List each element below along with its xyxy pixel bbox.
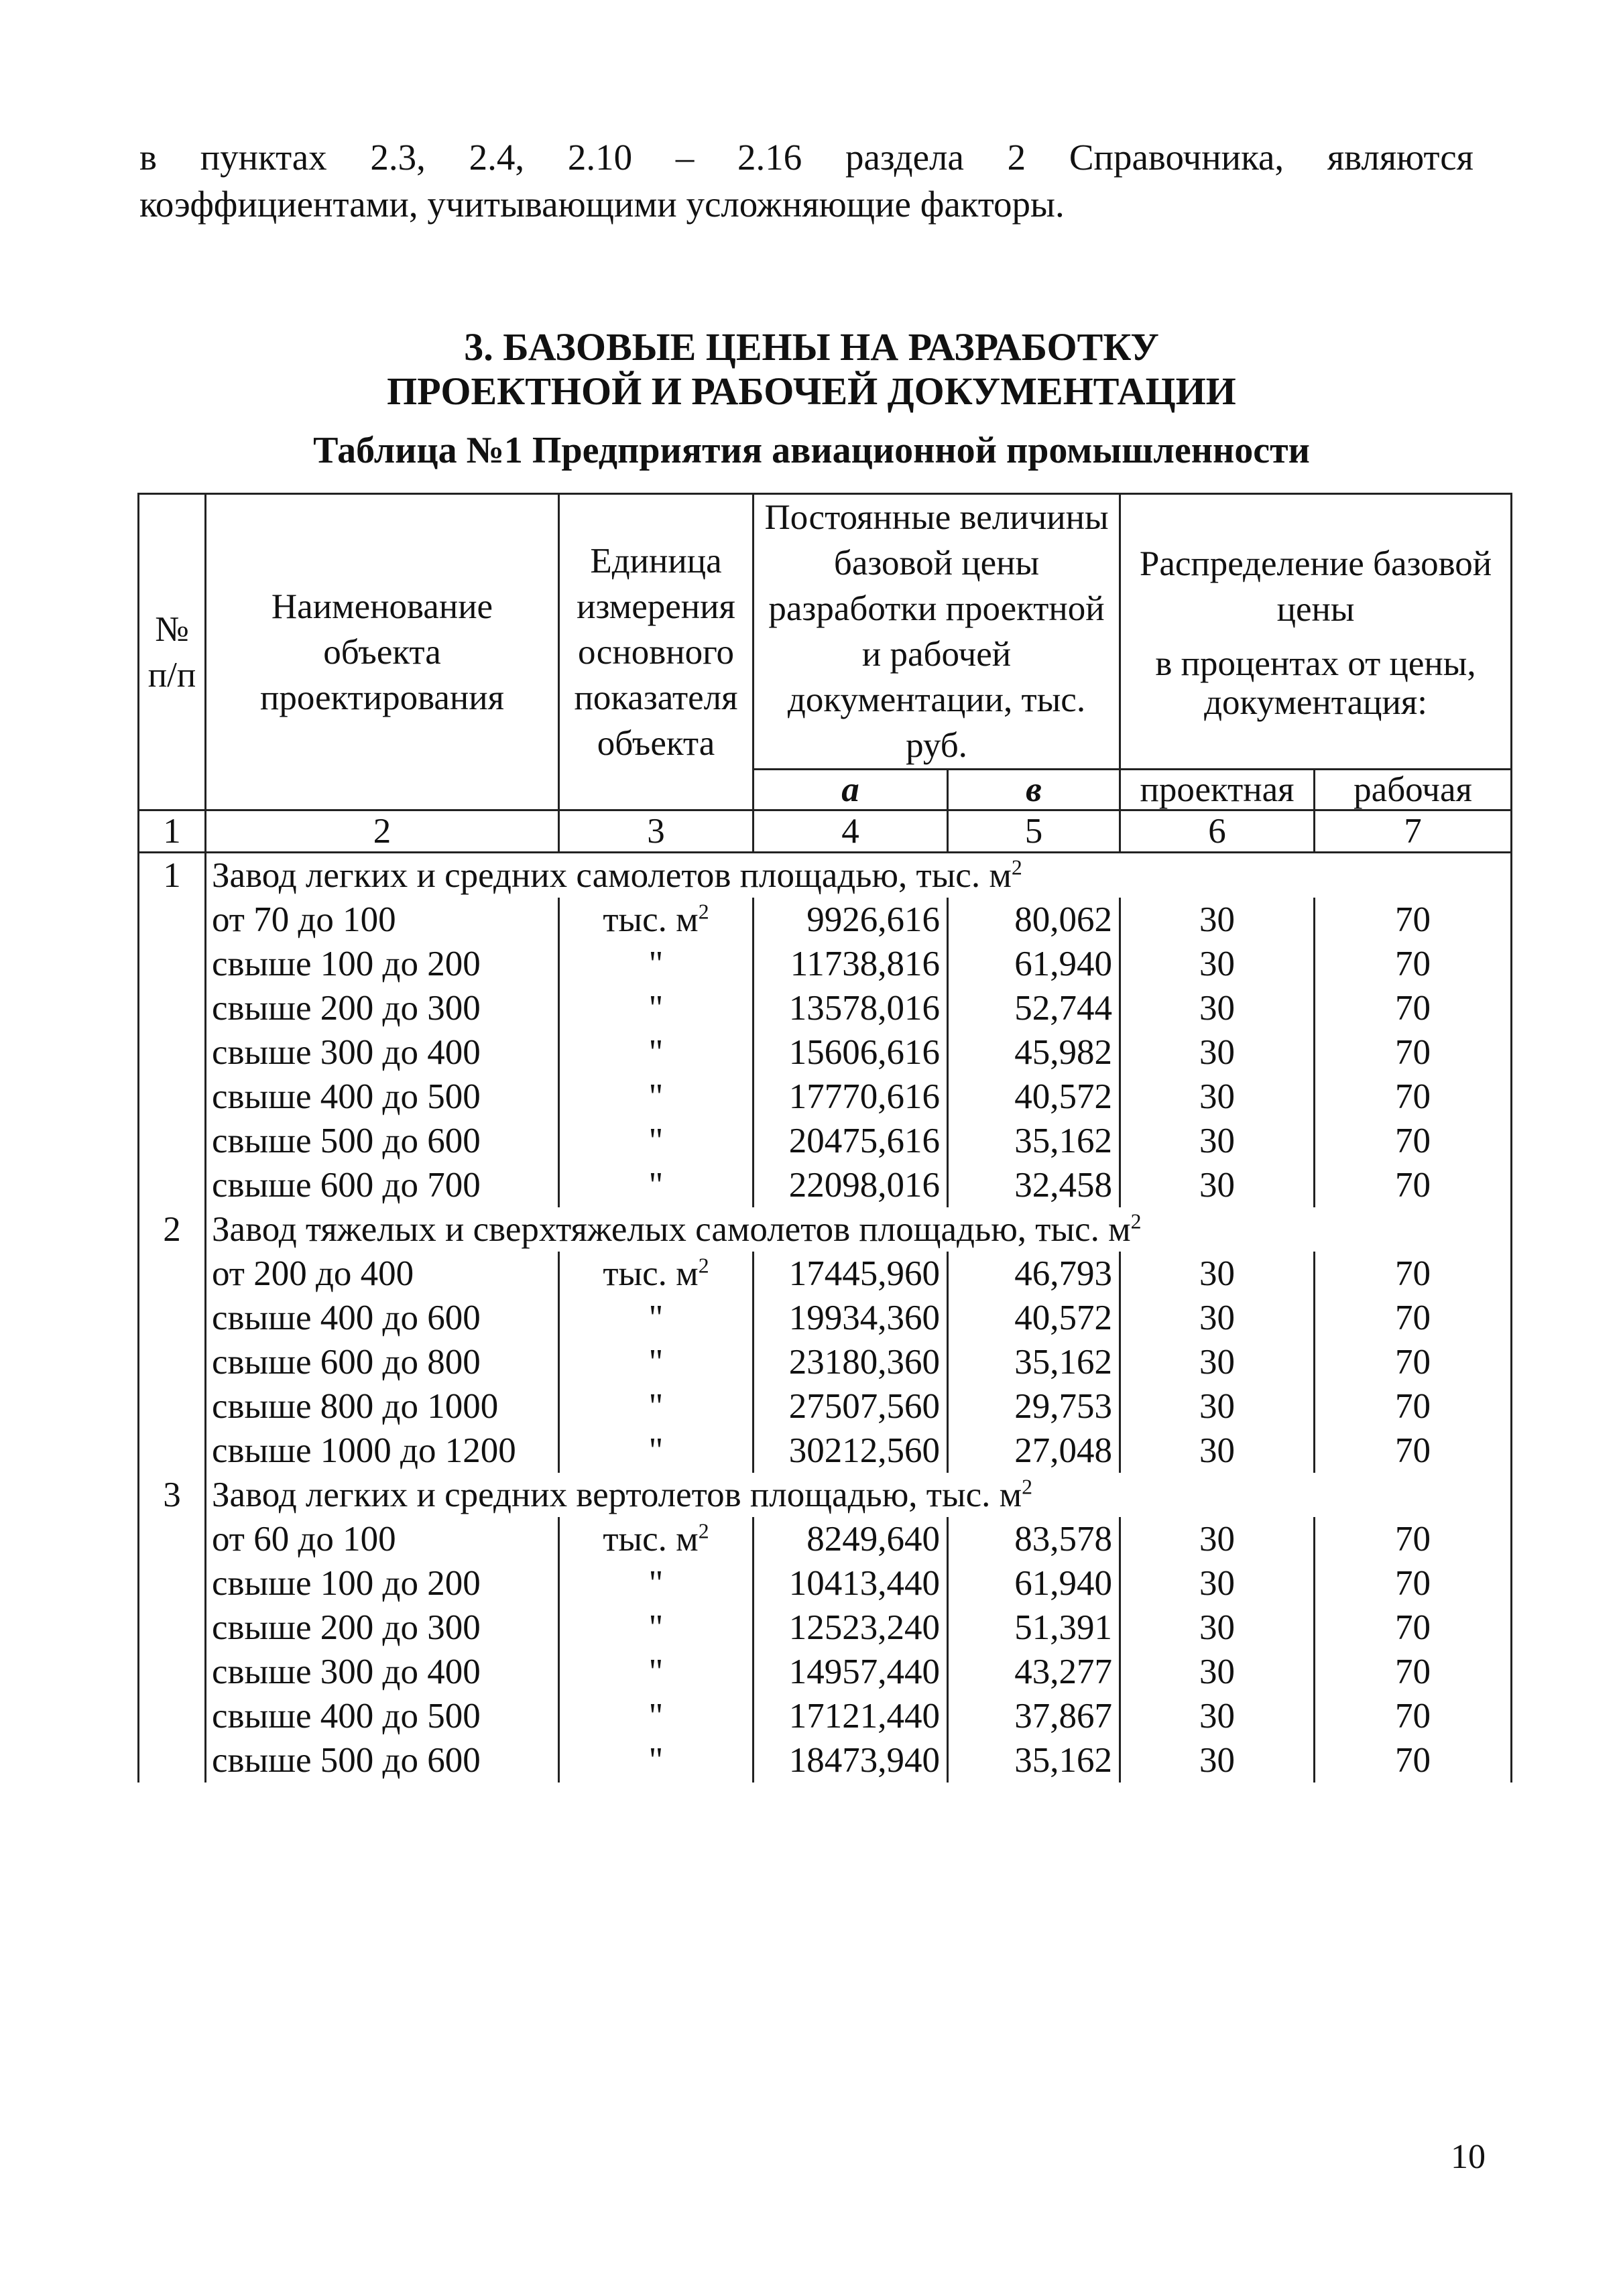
group-title-text: Завод легких и средних вертолетов площадью, тыс. м xyxy=(212,1475,1022,1514)
cell-value-b: 52,744 xyxy=(948,986,1120,1030)
cell-working-percent: 70 xyxy=(1315,1650,1512,1694)
cell-project-percent: 30 xyxy=(1120,942,1315,986)
cell-working-percent: 70 xyxy=(1315,1738,1512,1783)
intro-word: в xyxy=(139,137,157,178)
cell-value-a: 22098,016 xyxy=(754,1163,948,1207)
cell-working-percent: 70 xyxy=(1315,1340,1512,1384)
column-number: 5 xyxy=(948,810,1120,853)
cell-unit-text: тыс. м xyxy=(603,900,699,939)
cell-unit xyxy=(559,1694,754,1738)
table-caption: Таблица №1 Предприятия авиационной промышленности xyxy=(313,430,1310,471)
superscript-2: 2 xyxy=(698,1254,709,1278)
cell-unit xyxy=(559,1030,754,1075)
column-number: 4 xyxy=(754,810,948,853)
cell-value-a: 30212,560 xyxy=(754,1429,948,1473)
cell-unit-text: тыс. м xyxy=(603,1254,699,1293)
cell-object-name: свыше 200 до 300 xyxy=(206,1606,559,1650)
table-row xyxy=(139,1296,1512,1340)
intro-word: 2.3, xyxy=(370,137,426,178)
group-blank-cell xyxy=(1315,853,1512,898)
group-blank-cell xyxy=(1315,1473,1512,1517)
cell-object-name: свыше 1000 до 1200 xyxy=(206,1429,559,1473)
column-number: 3 xyxy=(559,810,754,853)
column-number: 6 xyxy=(1120,810,1315,853)
cell-value-a: 19934,360 xyxy=(754,1296,948,1340)
header-distribution-line-1: Распределение базовой цены xyxy=(1139,544,1492,629)
table-row xyxy=(139,1738,1512,1783)
cell-value-b: 45,982 xyxy=(948,1030,1120,1075)
cell-unit-text: " xyxy=(648,1298,664,1337)
intro-word: пунктах xyxy=(200,137,327,178)
header-name: Наименование объекта проектирования xyxy=(206,494,559,810)
table-row xyxy=(139,1075,1512,1119)
cell-object-name: свыше 400 до 500 xyxy=(206,1075,559,1119)
group-blank-cell xyxy=(1315,1207,1512,1252)
cell-unit-text: тыс. м xyxy=(603,1520,699,1559)
cell-object-name: от 70 до 100 xyxy=(206,898,559,942)
cell-value-b: 61,940 xyxy=(948,1561,1120,1606)
cell-unit xyxy=(559,1517,754,1561)
table-row xyxy=(139,1517,1512,1561)
group-title xyxy=(206,1207,1315,1252)
superscript-2: 2 xyxy=(1022,1475,1033,1499)
cell-value-b: 61,940 xyxy=(948,942,1120,986)
group-row xyxy=(139,1473,1512,1517)
header-distribution-line-2: в процентах от цены, документация: xyxy=(1155,644,1476,722)
cell-project-percent: 30 xyxy=(1120,1075,1315,1119)
cell-object-name: свыше 500 до 600 xyxy=(206,1119,559,1163)
column-number: 7 xyxy=(1315,810,1512,853)
cell-value-a: 17121,440 xyxy=(754,1694,948,1738)
table-row xyxy=(139,898,1512,942)
table-row xyxy=(139,1252,1512,1296)
cell-working-percent: 70 xyxy=(1315,1429,1512,1473)
group-index: 3 xyxy=(139,1473,206,1783)
cell-unit xyxy=(559,1163,754,1207)
cell-value-b: 27,048 xyxy=(948,1429,1120,1473)
table-row xyxy=(139,1694,1512,1738)
intro-line-2: коэффициентами, учитывающими усложняющие факторы. xyxy=(139,184,1065,225)
cell-unit xyxy=(559,1606,754,1650)
superscript-2: 2 xyxy=(1011,855,1022,880)
cell-value-b: 83,578 xyxy=(948,1517,1120,1561)
cell-value-a: 17770,616 xyxy=(754,1075,948,1119)
cell-unit xyxy=(559,986,754,1030)
cell-unit xyxy=(559,1075,754,1119)
group-title-text: Завод тяжелых и сверхтяжелых самолетов площадью, тыс. м xyxy=(212,1210,1131,1249)
header-b: в xyxy=(948,770,1120,810)
group-row xyxy=(139,853,1512,898)
intro-paragraph xyxy=(139,134,1474,228)
cell-working-percent: 70 xyxy=(1315,986,1512,1030)
cell-unit xyxy=(559,1252,754,1296)
intro-word: 2.4, xyxy=(469,137,525,178)
superscript-2: 2 xyxy=(1130,1209,1142,1233)
cell-value-a: 8249,640 xyxy=(754,1517,948,1561)
cell-value-a: 9926,616 xyxy=(754,898,948,942)
table-row xyxy=(139,1561,1512,1606)
cell-working-percent: 70 xyxy=(1315,1296,1512,1340)
cell-unit-text: " xyxy=(648,1387,664,1426)
table-row xyxy=(139,1650,1512,1694)
cell-object-name: от 60 до 100 xyxy=(206,1517,559,1561)
cell-working-percent: 70 xyxy=(1315,1561,1512,1606)
cell-value-a: 15606,616 xyxy=(754,1030,948,1075)
cell-working-percent: 70 xyxy=(1315,1030,1512,1075)
cell-unit-text: " xyxy=(648,1564,664,1603)
table-row xyxy=(139,1606,1512,1650)
cell-project-percent: 30 xyxy=(1120,1738,1315,1783)
cell-project-percent: 30 xyxy=(1120,1252,1315,1296)
cell-working-percent: 70 xyxy=(1315,1517,1512,1561)
section-title-line-1: 3. БАЗОВЫЕ ЦЕНЫ НА РАЗРАБОТКУ xyxy=(464,325,1159,369)
cell-unit xyxy=(559,1561,754,1606)
cell-working-percent: 70 xyxy=(1315,1384,1512,1429)
group-index: 1 xyxy=(139,853,206,1208)
intro-line-1 xyxy=(139,134,1474,181)
cell-object-name: свыше 500 до 600 xyxy=(206,1738,559,1783)
cell-value-b: 46,793 xyxy=(948,1252,1120,1296)
intro-word: раздела xyxy=(845,137,964,178)
cell-unit xyxy=(559,1738,754,1783)
cell-value-b: 80,062 xyxy=(948,898,1120,942)
cell-unit-text: " xyxy=(648,1652,664,1691)
cell-value-b: 35,162 xyxy=(948,1340,1120,1384)
cell-value-b: 40,572 xyxy=(948,1296,1120,1340)
cell-project-percent: 30 xyxy=(1120,1384,1315,1429)
cell-object-name: свыше 800 до 1000 xyxy=(206,1384,559,1429)
cell-unit-text: " xyxy=(648,1608,664,1647)
intro-word: являются xyxy=(1327,137,1474,178)
column-number: 2 xyxy=(206,810,559,853)
cell-value-a: 20475,616 xyxy=(754,1119,948,1163)
cell-working-percent: 70 xyxy=(1315,942,1512,986)
cell-project-percent: 30 xyxy=(1120,1030,1315,1075)
price-table xyxy=(137,493,1512,1783)
cell-value-a: 18473,940 xyxy=(754,1738,948,1783)
cell-unit xyxy=(559,1650,754,1694)
cell-value-a: 14957,440 xyxy=(754,1650,948,1694)
cell-object-name: свыше 400 до 600 xyxy=(206,1296,559,1340)
header-num: № п/п xyxy=(139,494,206,810)
cell-value-b: 51,391 xyxy=(948,1606,1120,1650)
intro-word: – xyxy=(675,137,695,178)
cell-unit-text: " xyxy=(648,989,664,1028)
header-distribution xyxy=(1120,494,1512,770)
cell-value-b: 37,867 xyxy=(948,1694,1120,1738)
cell-working-percent: 70 xyxy=(1315,1119,1512,1163)
cell-working-percent: 70 xyxy=(1315,1075,1512,1119)
cell-value-a: 13578,016 xyxy=(754,986,948,1030)
cell-project-percent: 30 xyxy=(1120,1606,1315,1650)
column-number: 1 xyxy=(139,810,206,853)
cell-unit-text: " xyxy=(648,1697,664,1736)
table-row xyxy=(139,1429,1512,1473)
cell-value-b: 35,162 xyxy=(948,1119,1120,1163)
cell-project-percent: 30 xyxy=(1120,1429,1315,1473)
cell-unit xyxy=(559,1119,754,1163)
cell-project-percent: 30 xyxy=(1120,1650,1315,1694)
cell-object-name: свыше 400 до 500 xyxy=(206,1694,559,1738)
cell-unit-text: " xyxy=(648,1077,664,1116)
group-index: 2 xyxy=(139,1207,206,1473)
cell-value-a: 12523,240 xyxy=(754,1606,948,1650)
table-row xyxy=(139,1340,1512,1384)
cell-project-percent: 30 xyxy=(1120,1517,1315,1561)
cell-unit xyxy=(559,942,754,986)
intro-word: 2.10 xyxy=(567,137,633,178)
cell-unit-text: " xyxy=(648,1741,664,1780)
cell-value-a: 27507,560 xyxy=(754,1384,948,1429)
cell-value-b: 35,162 xyxy=(948,1738,1120,1783)
section-title-line-2: ПРОЕКТНОЙ И РАБОЧЕЙ ДОКУМЕНТАЦИИ xyxy=(387,369,1236,413)
cell-object-name: свыше 300 до 400 xyxy=(206,1030,559,1075)
cell-unit-text: " xyxy=(648,1431,664,1470)
intro-word: 2.16 xyxy=(737,137,802,178)
header-working: рабочая xyxy=(1315,770,1512,810)
cell-project-percent: 30 xyxy=(1120,898,1315,942)
group-title-text: Завод легких и средних самолетов площадью, тыс. м xyxy=(212,856,1012,895)
superscript-2: 2 xyxy=(698,900,709,924)
cell-project-percent: 30 xyxy=(1120,1296,1315,1340)
cell-unit-text: " xyxy=(648,1122,664,1160)
cell-value-a: 23180,360 xyxy=(754,1340,948,1384)
cell-project-percent: 30 xyxy=(1120,1340,1315,1384)
cell-object-name: свыше 300 до 400 xyxy=(206,1650,559,1694)
cell-working-percent: 70 xyxy=(1315,1606,1512,1650)
cell-project-percent: 30 xyxy=(1120,1561,1315,1606)
cell-unit-text: " xyxy=(648,1166,664,1205)
cell-project-percent: 30 xyxy=(1120,1694,1315,1738)
cell-working-percent: 70 xyxy=(1315,898,1512,942)
cell-unit xyxy=(559,1429,754,1473)
cell-unit xyxy=(559,1296,754,1340)
header-project: проектная xyxy=(1120,770,1315,810)
cell-working-percent: 70 xyxy=(1315,1694,1512,1738)
cell-unit-text: " xyxy=(648,1033,664,1072)
group-row xyxy=(139,1207,1512,1252)
cell-value-b: 29,753 xyxy=(948,1384,1120,1429)
cell-working-percent: 70 xyxy=(1315,1252,1512,1296)
cell-unit-text: " xyxy=(648,945,664,983)
cell-project-percent: 30 xyxy=(1120,986,1315,1030)
table-row xyxy=(139,1030,1512,1075)
page-number: 10 xyxy=(1451,2138,1486,2176)
cell-unit xyxy=(559,898,754,942)
cell-value-b: 32,458 xyxy=(948,1163,1120,1207)
table-row xyxy=(139,1119,1512,1163)
header-constant-values: Постоянные величины базовой цены разработки проектной и рабочей документации, тыс. руб. xyxy=(754,494,1120,770)
group-title xyxy=(206,853,1315,898)
cell-unit-text: " xyxy=(648,1343,664,1382)
cell-object-name: от 200 до 400 xyxy=(206,1252,559,1296)
table-row xyxy=(139,1384,1512,1429)
table-body xyxy=(139,853,1512,1783)
intro-word: Справочника, xyxy=(1069,137,1284,178)
group-title xyxy=(206,1473,1315,1517)
cell-object-name: свыше 100 до 200 xyxy=(206,942,559,986)
cell-working-percent: 70 xyxy=(1315,1163,1512,1207)
cell-value-b: 43,277 xyxy=(948,1650,1120,1694)
cell-object-name: свыше 600 до 700 xyxy=(206,1163,559,1207)
intro-word: 2 xyxy=(1007,137,1026,178)
cell-value-a: 10413,440 xyxy=(754,1561,948,1606)
table-row xyxy=(139,986,1512,1030)
header-a: а xyxy=(754,770,948,810)
cell-object-name: свыше 600 до 800 xyxy=(206,1340,559,1384)
cell-project-percent: 30 xyxy=(1120,1163,1315,1207)
cell-object-name: свыше 200 до 300 xyxy=(206,986,559,1030)
header-unit: Единица измерения основного показателя объекта xyxy=(559,494,754,810)
table-row xyxy=(139,1163,1512,1207)
cell-unit xyxy=(559,1384,754,1429)
cell-value-b: 40,572 xyxy=(948,1075,1120,1119)
superscript-2: 2 xyxy=(698,1519,709,1543)
cell-project-percent: 30 xyxy=(1120,1119,1315,1163)
cell-value-a: 11738,816 xyxy=(754,942,948,986)
cell-value-a: 17445,960 xyxy=(754,1252,948,1296)
table-row xyxy=(139,942,1512,986)
cell-unit xyxy=(559,1340,754,1384)
cell-object-name: свыше 100 до 200 xyxy=(206,1561,559,1606)
